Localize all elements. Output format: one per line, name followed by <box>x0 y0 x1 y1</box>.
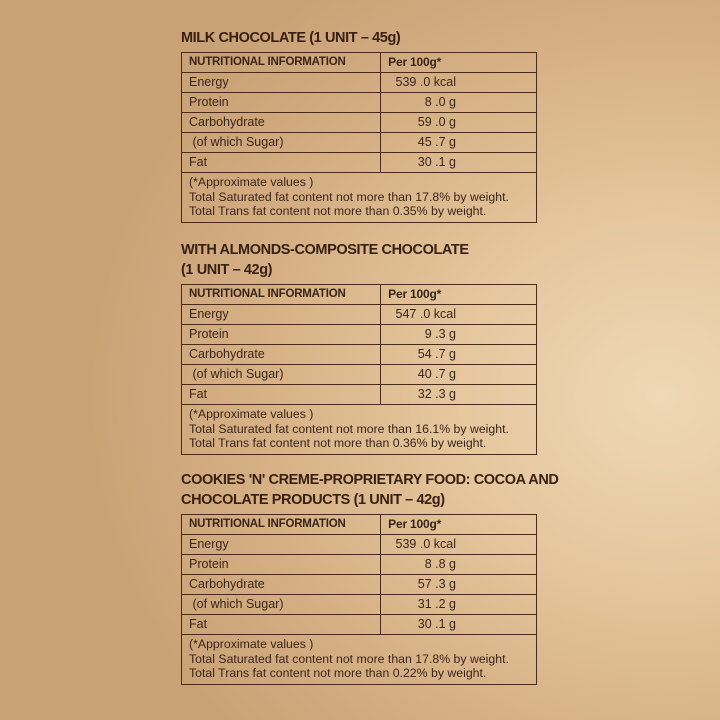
note-trans-fat: Total Trans fat content not more than 0.36% by weight. <box>189 436 487 450</box>
section-title: WITH ALMONDS-COMPOSITE CHOCOLATE (1 UNIT – 42g) <box>181 242 469 278</box>
row-label: Fat <box>182 385 381 405</box>
row-label: Carbohydrate <box>182 575 381 595</box>
row-value: 30 .1 g <box>381 615 537 635</box>
table-row <box>182 535 537 555</box>
notes-row <box>182 173 537 223</box>
row-value: 9 .3 g <box>381 325 537 345</box>
row-label: (of which Sugar) <box>182 365 381 385</box>
table-header-row <box>182 53 537 73</box>
table-header-row <box>182 515 537 535</box>
table-row <box>182 305 537 325</box>
section-title: COOKIES 'N' CREME-PROPRIETARY FOOD: COCOA AND CHOCOLATE PRODUCTS (1 UNIT – 42g) <box>181 472 559 508</box>
row-value: 31 .2 g <box>381 595 537 615</box>
note-trans-fat: Total Trans fat content not more than 0.22% by weight. <box>189 666 487 680</box>
table-row <box>182 385 537 405</box>
row-value: 547 .0 kcal <box>381 305 537 325</box>
note-saturated-fat: Total Saturated fat content not more than 17.8% by weight. <box>189 651 509 666</box>
section-cookies-n-creme <box>181 470 559 685</box>
table-row <box>182 133 537 153</box>
row-value: 8 .8 g <box>381 555 537 575</box>
note-approx: (*Approximate values ) <box>189 407 314 421</box>
row-value: 57 .3 g <box>381 575 537 595</box>
row-label: Carbohydrate <box>182 345 381 365</box>
row-label: Protein <box>182 555 381 575</box>
row-value: 32 .3 g <box>381 385 537 405</box>
row-value: 539 .0 kcal <box>381 535 537 555</box>
nutrition-table <box>181 52 537 223</box>
row-label: Protein <box>182 93 381 113</box>
row-label: (of which Sugar) <box>182 595 381 615</box>
header-value: Per 100g* <box>381 515 537 535</box>
notes-cell <box>182 173 537 223</box>
row-label: Fat <box>182 615 381 635</box>
table-row <box>182 73 537 93</box>
header-label: NUTRITIONAL INFORMATION <box>182 285 381 305</box>
table-row <box>182 365 537 385</box>
note-saturated-fat: Total Saturated fat content not more than 17.8% by weight. <box>189 189 509 204</box>
note-approx: (*Approximate values ) <box>189 175 314 189</box>
table-row <box>182 153 537 173</box>
notes-cell <box>182 405 537 455</box>
table-row <box>182 113 537 133</box>
nutrition-table <box>181 284 537 455</box>
table-row <box>182 93 537 113</box>
row-label: Protein <box>182 325 381 345</box>
header-label: NUTRITIONAL INFORMATION <box>182 53 381 73</box>
table-row <box>182 595 537 615</box>
table-row <box>182 575 537 595</box>
section-with-almonds <box>181 240 537 455</box>
row-value: 40 .7 g <box>381 365 537 385</box>
row-value: 8 .0 g <box>381 93 537 113</box>
header-value: Per 100g* <box>381 53 537 73</box>
row-value: 45 .7 g <box>381 133 537 153</box>
row-label: Energy <box>182 535 381 555</box>
section-title: MILK CHOCOLATE (1 UNIT – 45g) <box>181 30 401 46</box>
table-row <box>182 555 537 575</box>
row-label: Fat <box>182 153 381 173</box>
header-value: Per 100g* <box>381 285 537 305</box>
note-saturated-fat: Total Saturated fat content not more than 16.1% by weight. <box>189 421 509 436</box>
table-header-row <box>182 285 537 305</box>
note-approx: (*Approximate values ) <box>189 637 314 651</box>
header-label: NUTRITIONAL INFORMATION <box>182 515 381 535</box>
nutrition-table <box>181 514 537 685</box>
row-label: Energy <box>182 305 381 325</box>
row-label: Carbohydrate <box>182 113 381 133</box>
row-value: 59 .0 g <box>381 113 537 133</box>
row-value: 54 .7 g <box>381 345 537 365</box>
table-row <box>182 615 537 635</box>
notes-cell <box>182 635 537 685</box>
table-row <box>182 325 537 345</box>
row-label: Energy <box>182 73 381 93</box>
section-milk-chocolate <box>181 28 537 223</box>
notes-row <box>182 405 537 455</box>
row-label: (of which Sugar) <box>182 133 381 153</box>
row-value: 539 .0 kcal <box>381 73 537 93</box>
row-value: 30 .1 g <box>381 153 537 173</box>
note-trans-fat: Total Trans fat content not more than 0.35% by weight. <box>189 204 487 218</box>
table-row <box>182 345 537 365</box>
notes-row <box>182 635 537 685</box>
